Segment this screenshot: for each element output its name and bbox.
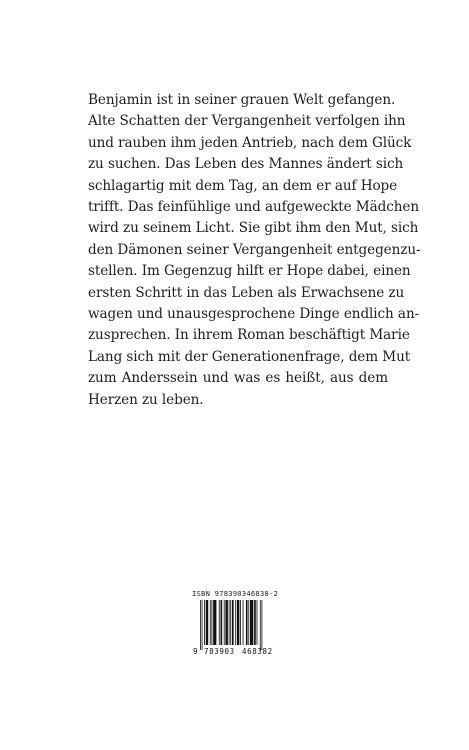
barcode-bar <box>211 600 212 645</box>
blurb-line: und rauben ihm jeden Antrieb, nach dem Glück <box>88 134 412 151</box>
blurb-line: ersten Schritt in das Leben als Erwachsene zu <box>88 284 405 301</box>
blurb-line: stellen. Im Gegenzug hilft er Hope dabei, einen <box>88 263 411 280</box>
blurb-line: Lang sich mit der Generationenfrage, dem Mut <box>88 348 411 365</box>
isbn-label: ISBN 978390346838-2 <box>192 589 279 598</box>
blurb-line: zu suchen. Das Leben des Mannes ändert sich <box>88 156 404 173</box>
blurb-line: zum Anderssein und was es heißt, aus dem <box>88 370 388 387</box>
barcode-bar <box>257 600 258 645</box>
blurb-line: wird zu seinem Licht. Sie gibt ihm den Mut, sich <box>88 220 419 237</box>
barcode-graphic <box>192 600 282 658</box>
barcode-bar <box>204 600 205 645</box>
barcode-bar <box>202 600 203 650</box>
barcode-bar <box>235 600 236 645</box>
barcode-bar <box>262 600 263 650</box>
barcode-digits-left: 783903 <box>204 647 235 656</box>
blurb-line-last: Herzen zu leben. <box>88 391 204 408</box>
barcode-bar <box>225 600 227 645</box>
barcode-bar <box>232 600 234 645</box>
barcode-bar <box>254 600 256 645</box>
barcode-digit-first: 9 <box>193 647 198 656</box>
barcode-bar <box>230 600 231 645</box>
barcode-bar <box>246 600 248 645</box>
barcode-bar <box>229 600 230 645</box>
barcode-bar <box>243 600 244 645</box>
barcode-bar <box>221 600 223 645</box>
barcode-digits-right: 468382 <box>242 647 273 656</box>
barcode-bar <box>237 600 239 645</box>
barcode-bar <box>240 600 241 645</box>
barcode-bar <box>224 600 225 645</box>
barcode-bars <box>200 600 262 650</box>
barcode-bar <box>206 600 208 645</box>
isbn-barcode <box>192 589 282 659</box>
barcode-bar <box>260 600 261 650</box>
blurb-line: schlagartig mit dem Tag, an dem er auf Hope <box>88 177 398 194</box>
barcode-bar <box>248 600 249 645</box>
blurb-line: Alte Schatten der Vergangenheit verfolgen ihn <box>88 113 406 130</box>
barcode-bar <box>213 600 216 645</box>
blurb-line: den Dämonen seiner Vergangenheit entgegenzu- <box>88 241 421 258</box>
barcode-bar <box>210 600 211 645</box>
blurb-line: Benjamin ist in seiner grauen Welt gefangen. <box>88 92 396 108</box>
blurb-line: trifft. Das feinfühlige und aufgeweckte Mädchen <box>88 199 419 216</box>
blurb-line: wagen und unausgesprochene Dinge endlich an- <box>88 306 420 323</box>
blurb-text <box>88 90 421 411</box>
barcode-bar <box>219 600 220 645</box>
barcode-bar <box>200 600 201 650</box>
blurb-line: zusprechen. In ihrem Roman beschäftigt Marie <box>88 327 410 344</box>
barcode-bar <box>250 600 253 645</box>
